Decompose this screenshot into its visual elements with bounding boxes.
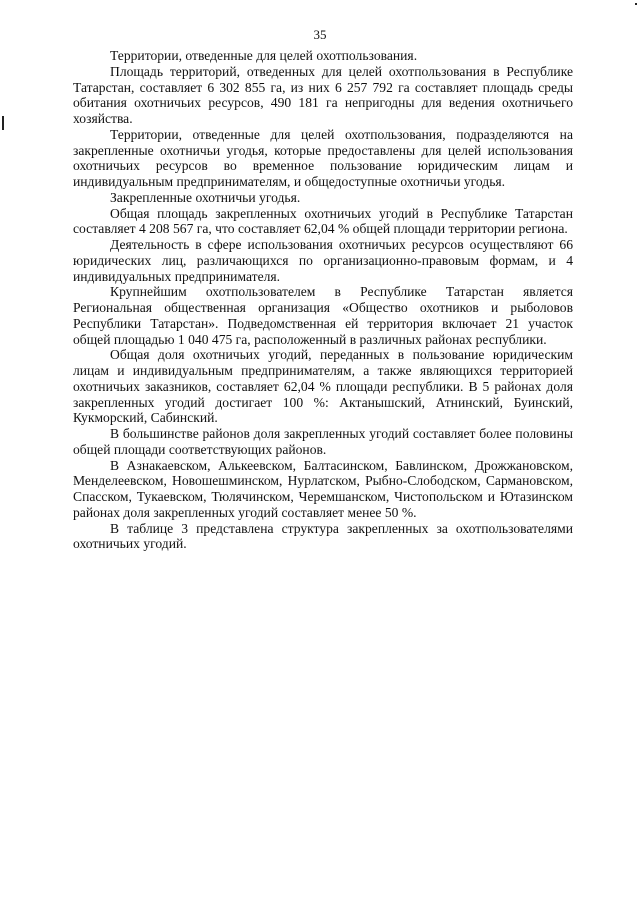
scan-artifact-dot (635, 3, 637, 5)
paragraph-share: Общая доля охотничьих угодий, переданных в пользование юридическим лицам и индивидуальным предпринимателям, а также являющихся территорией охотничьих заказников, составляет 62,04 % площади республики. В 5 районах доля закрепленных угодий достигает 100 %: Актанышский, Атнинский, Буинский, Кукморский, Сабинский. (73, 347, 573, 426)
paragraph-users-count: Деятельность в сфере использования охотничьих ресурсов осуществляют 66 юридических лиц, различающихся по организационно-правовым формам, и 4 индивидуальных предпринимателя. (73, 237, 573, 284)
paragraph-heading-assigned: Закрепленные охотничьи угодья. (110, 189, 301, 205)
paragraph-largest-user: Крупнейшим охотпользователем в Республике Татарстан является Региональная общественная организация «Общество охотников и рыболовов Республики Татарстан». Подведомственная ей территория включает 21 участок общей площадью 1 040 475 га, расположенный в различных районах республики. (73, 284, 573, 347)
paragraph-heading-territories: Территории, отведенные для целей охотпользования. (110, 48, 418, 63)
scan-artifact-mark (2, 116, 4, 130)
paragraph-territory-area: Площадь территорий, отведенных для целей охотпользования в Республике Татарстан, составляет 6 302 855 га, из них 6 257 792 га составляет площадь среды обитания охотничьих ресурсов, 490 181 га непригодны для ведения охотничьего хозяйства. (73, 63, 573, 126)
page-number: 35 (313, 27, 327, 42)
document-body (73, 48, 573, 552)
paragraph-assigned-area: Общая площадь закрепленных охотничьих угодий в Республике Татарстан составляет 4 208 567 га, что составляет 62,04 % общей площади территории региона. (73, 205, 573, 237)
paragraph-territory-division: Территории, отведенные для целей охотпользования, подразделяются на закрепленные охотничьи угодья, которые предоставлены для целей использования охотничьих ресурсов во временное пользование юридическим лицам и индивидуальным предпринимателям, и общедоступные охотничьи угодья. (73, 126, 573, 189)
paragraph-table-reference: В таблице 3 представлена структура закрепленных за охотпользователями охотничьих угодий. (73, 520, 573, 552)
paragraph-districts-below-50: В Азнакаевском, Алькеевском, Балтасинском, Бавлинском, Дрожжановском, Менделеевском, Новошешминском, Нурлатском, Рыбно-Слободском, Сармановском, Спасском, Тукаевском, Тюлячинском, Черемшанском, Чистопольском и Ютазинском районах доля закрепленных угодий составляет менее 50 %. (73, 457, 573, 520)
paragraph-majority: В большинстве районов доля закрепленных угодий составляет более половины общей площади соответствующих районов. (73, 426, 573, 457)
